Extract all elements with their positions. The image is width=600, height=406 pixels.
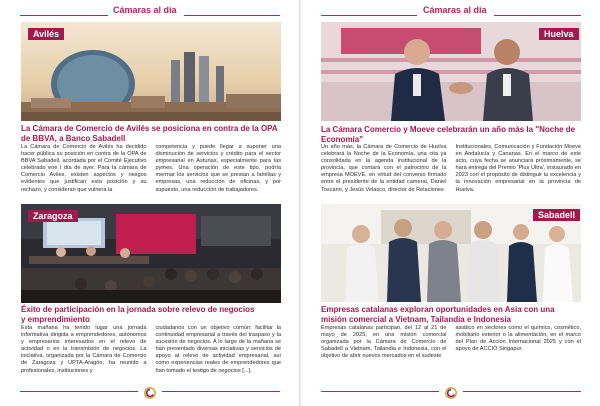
header-title: Cámaras al día: [113, 5, 177, 15]
footer-rule-right: [162, 391, 280, 392]
right-page-footer: [301, 386, 600, 398]
aviles-body-col2: competencia y puede llegar a suponer una disminución de servicios y crédito para el sector empresarial en Asturias, especialmente para las pymes. Una operación de este tipo, podría mermar los servicios que se prestan a familias y empresas, una reducción de oficinas, y por supuesto, una reducción de trabajadores.: [155, 144, 281, 193]
zaragoza-tag: Zaragoza: [28, 210, 78, 222]
aviles-headline: La Cámara de Comercio de Avilés se posiciona en contra de la OPA de BBVA, a Banco Sabadell: [21, 124, 278, 143]
footer-rule-left: [20, 391, 138, 392]
sabadell-tag: Sabadell: [533, 209, 580, 221]
zaragoza-body: [21, 325, 281, 375]
zaragoza-headline: Éxito de participación en la jornada sobre relevo de negocios y emprendimiento: [21, 305, 255, 324]
huelva-body-col2: Institucionales, Comunicación y Fundación Moeve en Andalucía y Canarias. En el marco de este acto, cuya fecha se anunciará próximamente, se hará entrega del Premio 'Plus Ultra', instaurado en 2023 con el propósito de distinguir la excelencia y la innovación empresarial en la provincia de Huelva.: [455, 144, 581, 193]
header-rule-left: [321, 15, 417, 16]
camara-logo-icon: [144, 386, 156, 398]
footer-rule-right: [463, 391, 581, 392]
aviles-body-col1: La Cámara de Comercio de Avilés ha decidido hacer pública su posición en contra de la OPA de BBVA Sabadell, acordada por el Comité Ejecutivo celebrado ene l día de ayer. Para la cámara de Comercio Aviles, existen aspectos y riesgos evidentes que justifican esta posición y su rechazo, y consideran que vulnera la: [21, 144, 147, 193]
aviles-body: [21, 144, 281, 194]
zaragoza-body-col1: Esta mañana ha tenido lugar una jornada informativa dirigida a emprendedores, autónomos y empresarios interesados en el relevo de actividad o en la transmisión de negocios. La iniciativa, organizada por la Cámara de Comercio de Zaragoza y UPTA-Aragón, ha reunido a profesionales, instituciones y: [21, 325, 147, 374]
camara-logo-icon: [445, 386, 457, 398]
header-title: Cámaras al día: [423, 5, 487, 15]
huelva-body: [321, 144, 581, 194]
header-rule-right: [184, 15, 280, 16]
huelva-tag: Huelva: [539, 28, 579, 40]
aviles-tag: Avilés: [28, 28, 64, 40]
sabadell-body-col2: asiático en sectores como el químico, cosmético, mobiliario exterior o la alimentación, en el marco del Plan de Acción Internacional 2025 y con el apoyo de ACCIÓ Singapur.: [455, 325, 581, 353]
right-page-header: [301, 4, 600, 16]
sabadell-body: [321, 325, 581, 360]
left-page-header: [0, 4, 300, 16]
left-page-footer: [0, 386, 300, 398]
huelva-headline: La Cámara Comercio y Moeve celebrarán un año más la "Noche de Economía": [321, 125, 576, 144]
header-rule-right: [494, 15, 581, 16]
footer-rule-left: [321, 391, 439, 392]
sabadell-headline: Empresas catalanas exploran oportunidades en Asia con una misión comercial a Vietnam, Tailandia e Indonesia: [321, 305, 555, 324]
header-rule-left: [20, 15, 108, 16]
right-page: [301, 0, 600, 406]
sabadell-body-col1: Empresas catalanas participan, del 12 al 21 de mayo de 2025, en una misión comercial organizada por la Cámara de Comercio de Sabadell a Vietnam, Tailandia e Indonesia, con el objetivo de abrir nuevos mercados en el sudeste: [321, 325, 447, 360]
zaragoza-body-col2: ciudadanos con un objetivo común: facilitar la continuidad empresarial a través del traspaso y la sucesión de negocios. A lo largo de la mañana se han presentado diversas iniciativas y servicios de apoyo al relevo de actividad empresarial, así como experiencias reales de emprendedores que han tomado el testigo de negocios [...].: [155, 325, 281, 374]
huelva-body-col1: Un año más, la Cámara de Comercio de Huelva celebrará la Noche de la Economía, una cita ya consolidada en la agenda institucional de la provincia, que contará con el patrocinio de la empresa MOEVE, en virtud del convenio firmado entre el presidente de la entidad cameral, Daniel Toscano, y Jesús Velasco, director de Relaciones: [321, 144, 447, 193]
